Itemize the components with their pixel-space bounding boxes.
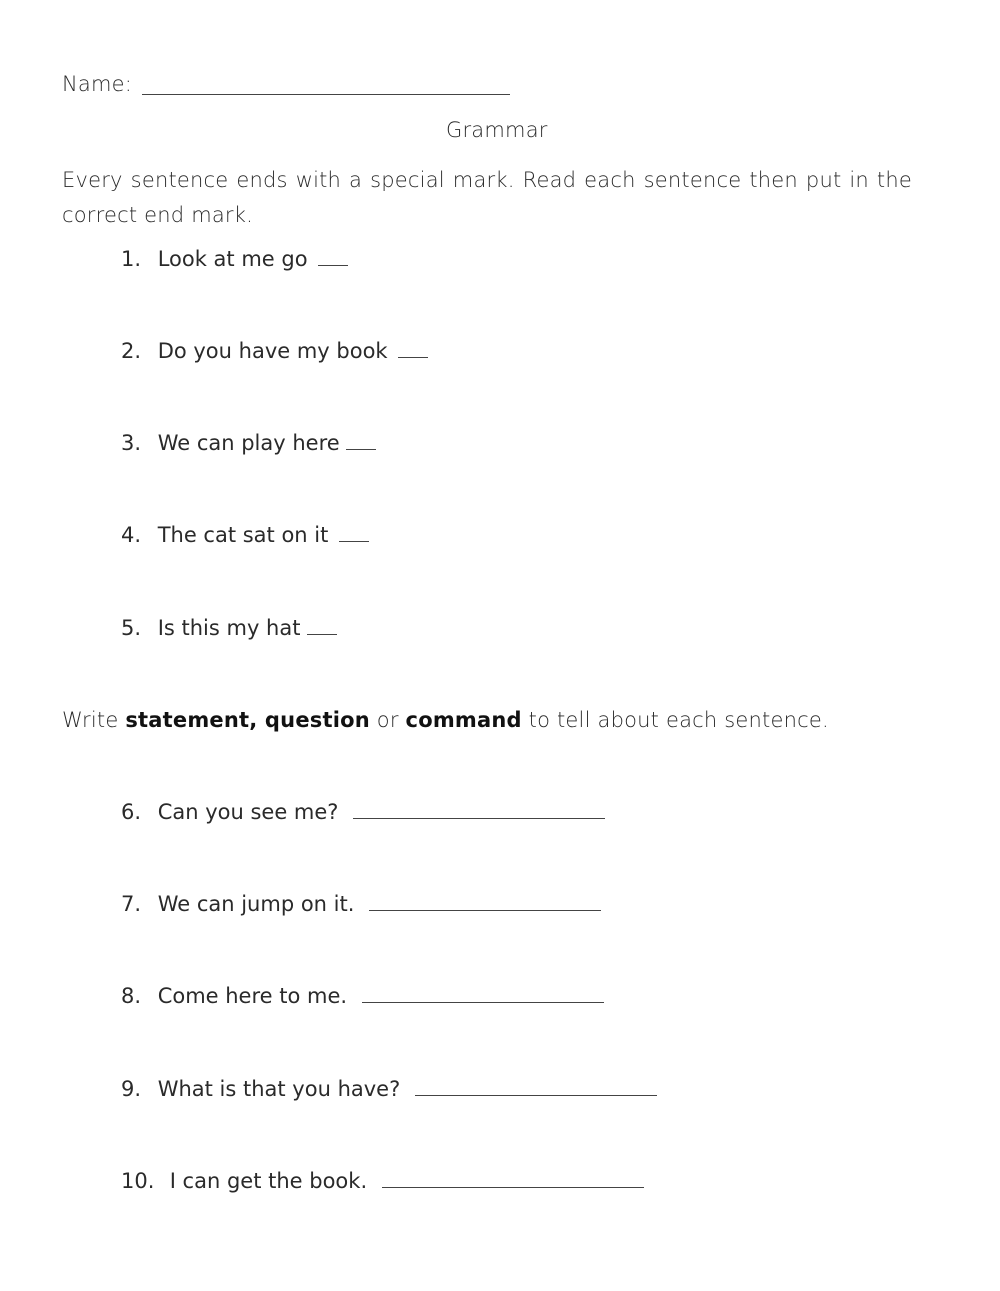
item-number: 3. <box>121 431 142 455</box>
list-item <box>121 890 601 918</box>
item-number: 8. <box>121 984 142 1008</box>
list-item <box>121 1075 657 1103</box>
item-text: Can you see me? <box>157 800 339 824</box>
answer-blank[interactable] <box>415 1095 657 1096</box>
item-text: I can get the book. <box>169 1169 368 1193</box>
item-text: What is that you have? <box>157 1077 401 1101</box>
instr-text: to tell about each sentence. <box>528 708 829 732</box>
name-label: Name: <box>62 72 133 96</box>
answer-blank[interactable] <box>362 1002 604 1003</box>
item-text: We can jump on it. <box>157 892 355 916</box>
item-text: Come here to me. <box>157 984 348 1008</box>
answer-blank[interactable] <box>339 541 369 542</box>
item-number: 7. <box>121 892 142 916</box>
list-item <box>121 521 369 549</box>
item-number: 1. <box>121 247 142 271</box>
item-text: The cat sat on it <box>157 523 329 547</box>
item-text: Is this my hat <box>157 616 301 640</box>
item-number: 9. <box>121 1077 142 1101</box>
item-number: 2. <box>121 339 142 363</box>
item-number: 10. <box>121 1169 155 1193</box>
keyword-command: command <box>405 708 522 732</box>
list-item <box>121 614 337 642</box>
list-item <box>121 798 605 826</box>
answer-blank[interactable] <box>369 910 601 911</box>
keyword-statement-question: statement, question <box>125 708 370 732</box>
list-item <box>121 337 428 365</box>
answer-blank[interactable] <box>346 449 376 450</box>
answer-blank[interactable] <box>353 818 605 819</box>
item-number: 6. <box>121 800 142 824</box>
instr-text: Write <box>62 708 119 732</box>
list-item <box>121 245 348 273</box>
section2-instructions <box>62 706 829 734</box>
answer-blank[interactable] <box>307 634 337 635</box>
list-item <box>121 1167 644 1195</box>
answer-blank[interactable] <box>318 265 348 266</box>
page-title: Grammar <box>446 118 548 142</box>
item-text: Look at me go <box>157 247 308 271</box>
list-item <box>121 982 604 1010</box>
name-field-line[interactable] <box>142 94 510 95</box>
instr-text: or <box>376 708 399 732</box>
item-text: We can play here <box>157 431 340 455</box>
answer-blank[interactable] <box>382 1187 644 1188</box>
answer-blank[interactable] <box>398 357 428 358</box>
item-number: 5. <box>121 616 142 640</box>
list-item <box>121 429 376 457</box>
item-number: 4. <box>121 523 142 547</box>
item-text: Do you have my book <box>157 339 388 363</box>
section1-instructions: Every sentence ends with a special mark. Read each sentence then put in the correct end mark. <box>62 168 912 227</box>
